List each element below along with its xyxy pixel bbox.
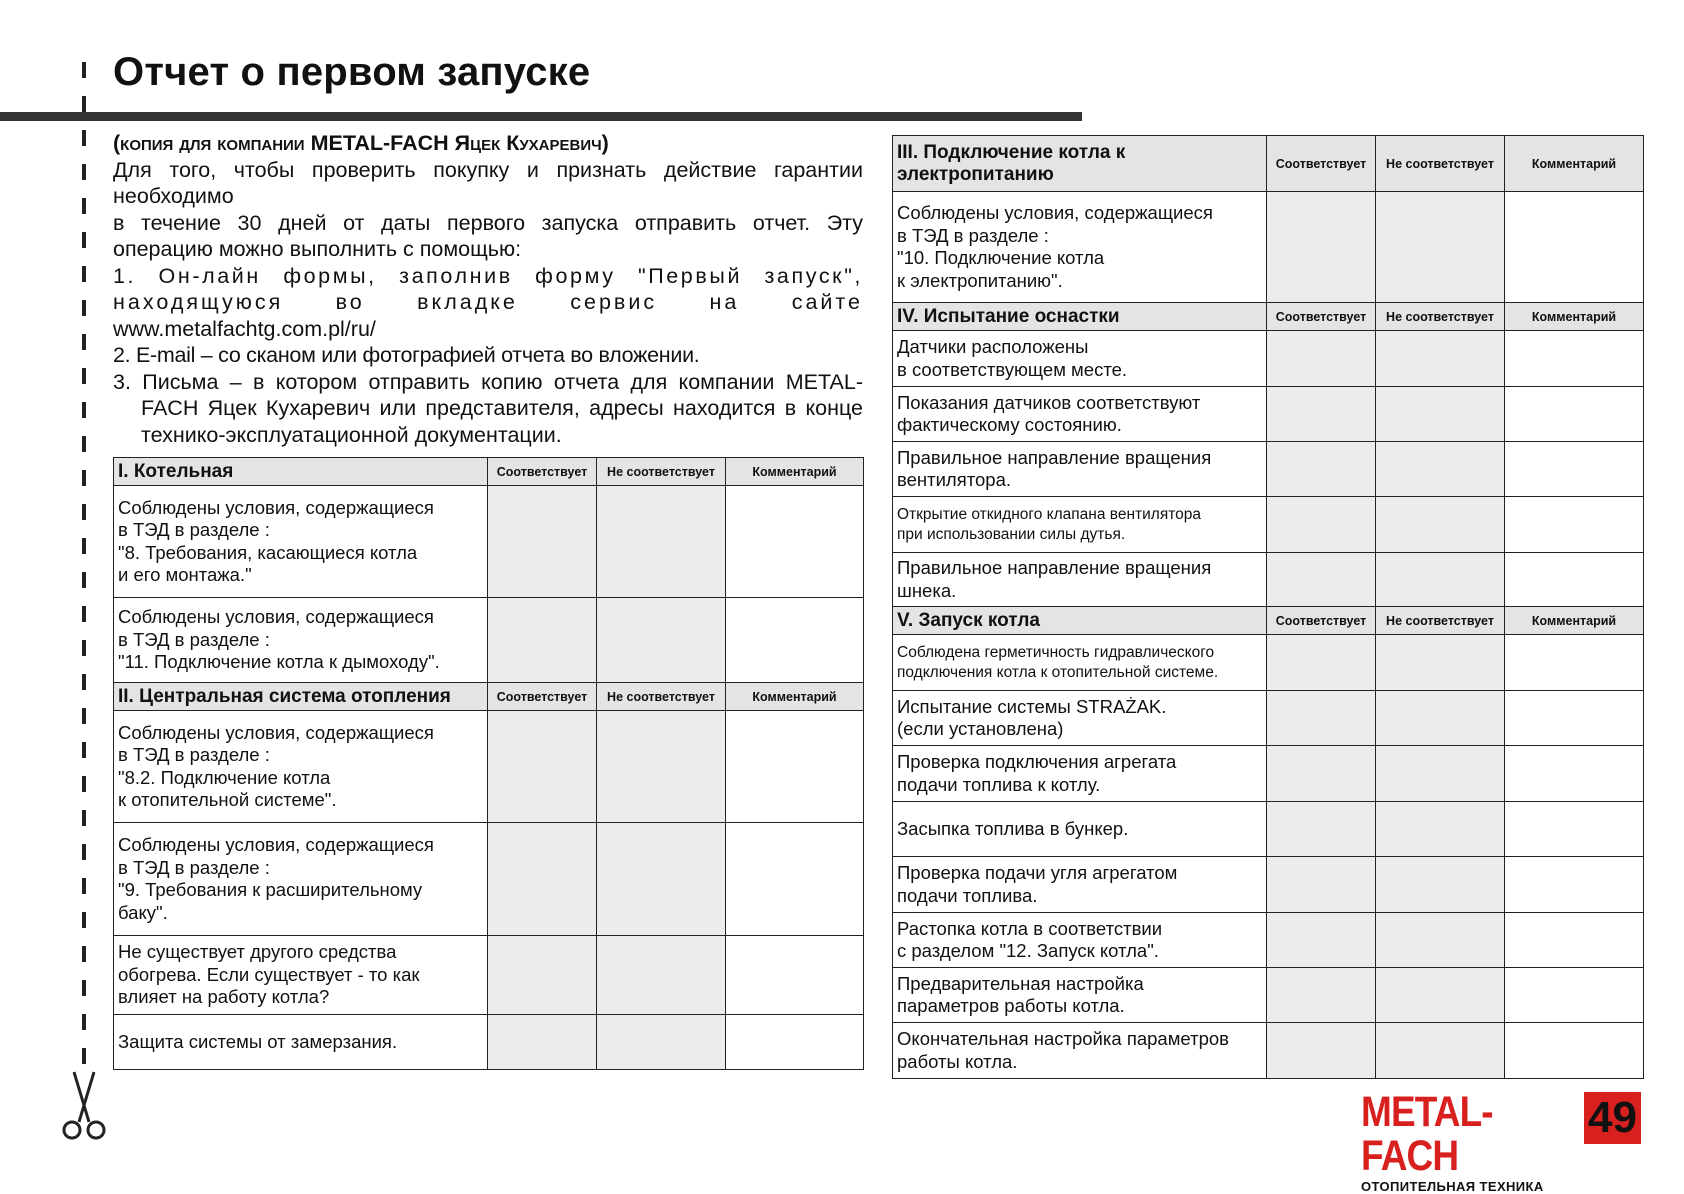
checklist-item-text: Соблюдена герметичность гидравлического подключения котла к отопительной системе. [893, 635, 1267, 691]
checklist-row [893, 387, 1644, 442]
checklist-item-text: Соблюдены условия, содержащиеся в ТЭД в разделе : "11. Подключение котла к дымоходу". [114, 598, 488, 683]
section-title: V. Запуск котла [893, 607, 1267, 635]
conforms-cell[interactable] [1267, 387, 1376, 442]
comment-cell[interactable] [1505, 442, 1644, 497]
column-header-comment: Комментарий [1505, 303, 1644, 331]
comment-cell[interactable] [1505, 1023, 1644, 1079]
checklist-item-text: Проверка подачи угля агрегатом подачи топлива. [893, 857, 1267, 913]
section-header-row [893, 607, 1644, 635]
checklist-item-text: Соблюдены условия, содержащиеся в ТЭД в разделе : "9. Требования к расширительному баку". [114, 823, 488, 936]
checklist-item-text: Испытание системы STRAŻAK. (если установлена) [893, 691, 1267, 746]
conforms-cell[interactable] [1267, 913, 1376, 968]
checklist-item-text: Правильное направление вращения вентилятора. [893, 442, 1267, 497]
column-header-conforms: Соответствует [1267, 136, 1376, 192]
conforms-cell[interactable] [488, 936, 597, 1015]
section-title: I. Котельная [114, 458, 488, 486]
checklist-item-text: Защита системы от замерзания. [114, 1015, 488, 1070]
checklist-item-text: Окончательная настройка параметров работы котла. [893, 1023, 1267, 1079]
conforms-cell[interactable] [488, 598, 597, 683]
checklist-row [114, 1015, 864, 1070]
column-header-comment: Комментарий [1505, 607, 1644, 635]
checklist-item-text: Открытие откидного клапана вентилятора при использовании силы дутья. [893, 497, 1267, 553]
conforms-cell[interactable] [488, 1015, 597, 1070]
checklist-row [893, 913, 1644, 968]
comment-cell[interactable] [1505, 635, 1644, 691]
checklist-row [893, 968, 1644, 1023]
logo-wordmark: METAL-FACH [1361, 1088, 1493, 1180]
comment-cell[interactable] [1505, 802, 1644, 857]
metal-fach-logo [1361, 1090, 1561, 1194]
conforms-cell[interactable] [1267, 802, 1376, 857]
not-conforms-cell[interactable] [1376, 802, 1505, 857]
column-header-not-conforms: Не соответствует [597, 458, 726, 486]
checklist-row [893, 691, 1644, 746]
comment-cell[interactable] [1505, 857, 1644, 913]
column-header-conforms: Соответствует [1267, 303, 1376, 331]
scissors-icon [58, 1070, 110, 1142]
section-title: III. Подключение котла к электропитанию [893, 136, 1267, 192]
intro-subtitle: (копия для компании METAL-FACH Яцек Кухаревич) [113, 131, 609, 155]
comment-cell[interactable] [1505, 497, 1644, 553]
checklist-row [114, 598, 864, 683]
section-title: IV. Испытание оснастки [893, 303, 1267, 331]
checklist-item-text: Датчики расположены в соответствующем месте. [893, 331, 1267, 387]
column-header-not-conforms: Не соответствует [1376, 136, 1505, 192]
checklist-row [893, 331, 1644, 387]
conforms-cell[interactable] [488, 823, 597, 936]
checklist-row [893, 553, 1644, 607]
not-conforms-cell[interactable] [1376, 913, 1505, 968]
not-conforms-cell[interactable] [597, 711, 726, 823]
comment-cell[interactable] [1505, 331, 1644, 387]
not-conforms-cell[interactable] [597, 486, 726, 598]
not-conforms-cell[interactable] [1376, 968, 1505, 1023]
checklist-row [893, 497, 1644, 553]
checklist-item-text: Правильное направление вращения шнека. [893, 553, 1267, 607]
page-title: Отчет о первом запуске [113, 50, 591, 94]
not-conforms-cell[interactable] [1376, 387, 1505, 442]
checklist-row [114, 486, 864, 598]
comment-cell[interactable] [1505, 913, 1644, 968]
comment-cell[interactable] [1505, 192, 1644, 303]
title-underline-bar [0, 112, 1082, 121]
not-conforms-cell[interactable] [1376, 635, 1505, 691]
checklist-row [893, 857, 1644, 913]
not-conforms-cell[interactable] [597, 1015, 726, 1070]
logo-tagline: ОТОПИТЕЛЬНАЯ ТЕХНИКА [1361, 1179, 1544, 1194]
not-conforms-cell[interactable] [1376, 192, 1505, 303]
conforms-cell[interactable] [488, 711, 597, 823]
intro-item-1-cont: находящуюся во вкладке сервис на сайте [113, 290, 863, 314]
column-header-not-conforms: Не соответствует [1376, 303, 1505, 331]
checklist-table-right [892, 135, 1644, 1079]
intro-line: операцию можно выполнить с помощью: [113, 237, 522, 261]
not-conforms-cell[interactable] [1376, 497, 1505, 553]
not-conforms-cell[interactable] [1376, 857, 1505, 913]
conforms-cell[interactable] [1267, 635, 1376, 691]
website-link[interactable]: www.metalfachtg.com.pl/ru/ [113, 316, 376, 341]
checklist-item-text: Растопка котла в соответствии с разделом "12. Запуск котла". [893, 913, 1267, 968]
column-header-comment: Комментарий [1505, 136, 1644, 192]
cut-line [82, 62, 86, 1072]
checklist-row [893, 442, 1644, 497]
not-conforms-cell[interactable] [1376, 746, 1505, 802]
not-conforms-cell[interactable] [1376, 691, 1505, 746]
section-header-row [893, 136, 1644, 192]
column-header-conforms: Соответствует [488, 458, 597, 486]
conforms-cell[interactable] [1267, 442, 1376, 497]
intro-line: Для того, чтобы проверить покупку и признать действие гарантии [113, 157, 863, 182]
conforms-cell[interactable] [1267, 192, 1376, 303]
intro-text [113, 130, 863, 448]
checklist-item-text: Показания датчиков соответствуют фактическому состоянию. [893, 387, 1267, 442]
conforms-cell[interactable] [1267, 857, 1376, 913]
comment-cell[interactable] [1505, 553, 1644, 607]
comment-cell[interactable] [726, 936, 864, 1015]
column-header-conforms: Соответствует [488, 683, 597, 711]
checklist-item-text: Предварительная настройка параметров работы котла. [893, 968, 1267, 1023]
intro-item-2: 2. E-mail – со сканом или фотографией отчета во вложении. [113, 343, 700, 367]
column-header-not-conforms: Не соответствует [1376, 607, 1505, 635]
conforms-cell[interactable] [1267, 1023, 1376, 1079]
not-conforms-cell[interactable] [597, 598, 726, 683]
not-conforms-cell[interactable] [1376, 553, 1505, 607]
section-header-row [114, 683, 864, 711]
checklist-row [893, 1023, 1644, 1079]
checklist-item-text: Не существует другого средства обогрева. Если существует - то как влияет на работу котла? [114, 936, 488, 1015]
not-conforms-cell[interactable] [1376, 331, 1505, 387]
conforms-cell[interactable] [488, 486, 597, 598]
section-title: II. Центральная система отопления [114, 683, 488, 711]
conforms-cell[interactable] [1267, 497, 1376, 553]
column-header-comment: Комментарий [726, 683, 864, 711]
checklist-table-left [113, 457, 864, 1070]
section-header-row [114, 458, 864, 486]
comment-cell[interactable] [1505, 691, 1644, 746]
comment-cell[interactable] [726, 486, 864, 598]
checklist-row [114, 823, 864, 936]
column-header-comment: Комментарий [726, 458, 864, 486]
checklist-row [893, 746, 1644, 802]
comment-cell[interactable] [1505, 746, 1644, 802]
checklist-row [114, 936, 864, 1015]
conforms-cell[interactable] [1267, 691, 1376, 746]
checklist-item-text: Соблюдены условия, содержащиеся в ТЭД в разделе : "10. Подключение котла к электропитанию". [893, 192, 1267, 303]
checklist-row [114, 711, 864, 823]
not-conforms-cell[interactable] [597, 823, 726, 936]
conforms-cell[interactable] [1267, 968, 1376, 1023]
checklist-row [893, 802, 1644, 857]
intro-line: в течение 30 дней от даты первого запуска отправить отчет. Эту [113, 210, 863, 235]
conforms-cell[interactable] [1267, 553, 1376, 607]
intro-item-1: 1. Он-лайн формы, заполнив форму "Первый запуск", [113, 263, 863, 288]
not-conforms-cell[interactable] [597, 936, 726, 1015]
intro-item-3: 3. Письма – в котором отправить копию отчета для компании METAL-FACH Яцек Кухаревич или представителя, адресы находится в конце технико-эксплуатационной документации. [113, 369, 863, 447]
conforms-cell[interactable] [1267, 746, 1376, 802]
checklist-row [893, 192, 1644, 303]
comment-cell[interactable] [726, 711, 864, 823]
comment-cell[interactable] [726, 598, 864, 683]
checklist-item-text: Засыпка топлива в бункер. [893, 802, 1267, 857]
checklist-row [893, 635, 1644, 691]
comment-cell[interactable] [726, 823, 864, 936]
section-header-row [893, 303, 1644, 331]
comment-cell[interactable] [726, 1015, 864, 1070]
conforms-cell[interactable] [1267, 331, 1376, 387]
column-header-not-conforms: Не соответствует [597, 683, 726, 711]
comment-cell[interactable] [1505, 968, 1644, 1023]
checklist-item-text: Проверка подключения агрегата подачи топлива к котлу. [893, 746, 1267, 802]
column-header-conforms: Соответствует [1267, 607, 1376, 635]
page-number: 49 [1584, 1092, 1641, 1144]
not-conforms-cell[interactable] [1376, 1023, 1505, 1079]
not-conforms-cell[interactable] [1376, 442, 1505, 497]
intro-line: необходимо [113, 184, 234, 208]
checklist-item-text: Соблюдены условия, содержащиеся в ТЭД в разделе : "8. Требования, касающиеся котла и его монтажа." [114, 486, 488, 598]
comment-cell[interactable] [1505, 387, 1644, 442]
checklist-item-text: Соблюдены условия, содержащиеся в ТЭД в разделе : "8.2. Подключение котла к отопительной системе". [114, 711, 488, 823]
